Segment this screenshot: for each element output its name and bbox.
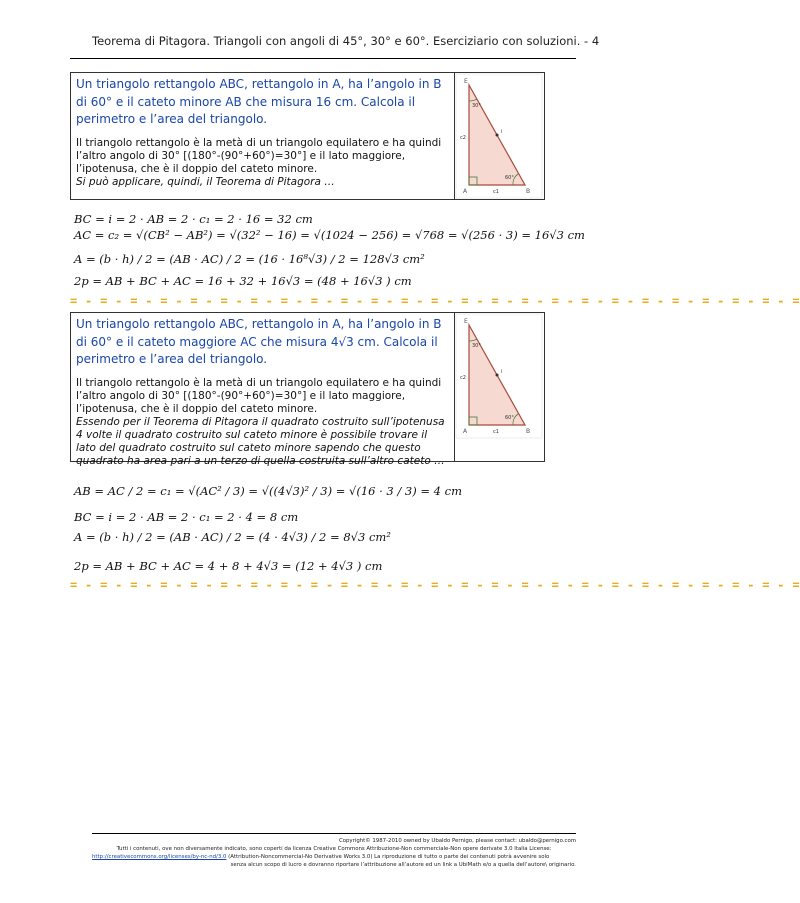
fig-label-60: 60°	[505, 175, 514, 181]
exercise-2-math-line-3: A = (b · h) / 2 = (AB · AC) / 2 = (4 · 4√3) / 2 = 8√3 cm²	[74, 530, 391, 544]
fig-label-60: 60°	[505, 415, 514, 421]
right-triangle-figure	[455, 73, 543, 199]
exercise-1-explanation: Il triangolo rettangolo è la metà di un triangolo equilatero e ha quindi l’altro angolo di 30° [(180°-(90°+60°)=30°] e il lato maggiore, l’ipotenusa, che è il doppio del cateto minore.	[76, 136, 442, 175]
fig-label-i: i	[501, 369, 503, 375]
fig-label-c1: c1	[493, 429, 499, 435]
section-divider-2: = - = - = - = - = - = - = - = - = - = - = - = - = - = - = - = - = - = - = - = - = - = - = - = - =	[70, 578, 800, 592]
footer-license-detail	[92, 853, 576, 861]
footer-copyright: Copyright© 1987-2010 owned by Ubaldo Pernigo, please contact: ubaldo@pernigo.com	[338, 838, 576, 844]
fig-label-e: E	[464, 78, 468, 85]
exercise-1-math-line-2: AC = c₂ = √(CB² − AB²) = √(32² − 16) = √(1024 − 256) = √768 = √(256 · 3) = 16√3 cm	[74, 228, 585, 242]
fig-label-30: 30°	[472, 343, 481, 349]
fig-label-e: E	[464, 318, 468, 325]
fig-label-c1: c1	[493, 189, 499, 195]
fig-label-b: B	[526, 188, 531, 195]
exercise-1-figure	[455, 73, 544, 199]
exercise-2-math-line-1: AB = AC / 2 = c₁ = √(AC² / 3) = √((4√3)² / 3) = √(16 · 3 / 3) = 4 cm	[74, 484, 462, 498]
exercise-2-question: Un triangolo rettangolo ABC, rettangolo in A, ha l’angolo in B di 60° e il cateto maggiore AC che misura 4√3 cm. Calcola il perimetro e l’area del triangolo.	[76, 317, 442, 366]
exercise-2-explanation: Il triangolo rettangolo è la metà di un triangolo equilatero e ha quindi l’altro angolo di 30° [(180°-(90°+60°)=30°] e il lato maggiore, l’ipotenusa, che è il doppio del cateto minore.	[76, 376, 442, 415]
exercise-1-math-line-3: A = (b · h) / 2 = (AB · AC) / 2 = (16 · 16⁸√3) / 2 = 128√3 cm²	[74, 252, 425, 266]
license-link[interactable]: http://creativecommons.org/licenses/by-nc-nd/3.0	[92, 854, 227, 860]
exercise-2-math-line-4: 2p = AB + BC + AC = 4 + 8 + 4√3 = (12 + 4√3 ) cm	[74, 559, 383, 573]
exercise-1-box	[70, 72, 545, 200]
exercise-2-note: Essendo per il Teorema di Pitagora il quadrato costruito sull’ipotenusa 4 volte il quadrato costruito sul cateto minore è possibile trovare il lato del quadrato costruito sul cateto minore sapendo che questo quadrato ha area pari a un terzo di quella costruita sull’altro cateto …	[76, 415, 445, 467]
section-divider-1: = - = - = - = - = - = - = - = - = - = - = - = - = - = - = - = - = - = - = - = - = - = - = - = - =	[70, 294, 800, 308]
fig-label-b: B	[526, 428, 531, 435]
page-footer	[92, 833, 576, 869]
exercise-2-text	[71, 313, 455, 467]
fig-label-30: 30°	[472, 103, 481, 109]
exercise-1-math-line-1: BC = i = 2 · AB = 2 · c₁ = 2 · 16 = 32 cm	[74, 212, 313, 226]
fig-label-i: i	[501, 129, 503, 135]
footer-license: Tutti i contenuti, ove non diversamente indicato, sono coperti da licenza Creative Commons Attribuzione-Non commerciale-Non opere derivate 3.0 Italia License:	[116, 846, 552, 852]
exercise-1-text	[71, 73, 455, 199]
exercise-2-math-line-2: BC = i = 2 · AB = 2 · c₁ = 2 · 4 = 8 cm	[74, 510, 299, 524]
page-header: Teorema di Pitagora. Triangoli con angoli di 45°, 30° e 60°. Eserciziario con soluzioni. - 4	[70, 34, 576, 59]
fig-label-a: A	[463, 188, 468, 195]
fig-label-c2: c2	[460, 135, 466, 141]
exercise-2-figure	[455, 313, 544, 461]
exercise-2-box	[70, 312, 545, 467]
exercise-1-note: Si può applicare, quindi, il Teorema di Pitagora …	[76, 175, 335, 188]
fig-label-a: A	[463, 428, 468, 435]
exercise-1-question: Un triangolo rettangolo ABC, rettangolo in A, ha l’angolo in B di 60° e il cateto minore AB che misura 16 cm. Calcola il perimetro e l’area del triangolo.	[76, 77, 442, 126]
exercise-1-math-line-4: 2p = AB + BC + AC = 16 + 32 + 16√3 = (48 + 16√3 ) cm	[74, 274, 412, 288]
right-triangle-figure	[455, 313, 543, 439]
footer-license-terms: (Attribution-Noncommercial-No Derivative Works 3.0) La riproduzione di tutto o parte dei contenuti potrà avvenire solo	[228, 854, 550, 860]
footer-attribution: senza alcun scopo di lucro e dovranno riportare l’attribuzione all’autore ed un link a UbiMath e/o a quella dell’autore\ originario.	[230, 862, 576, 868]
fig-label-c2: c2	[460, 375, 466, 381]
